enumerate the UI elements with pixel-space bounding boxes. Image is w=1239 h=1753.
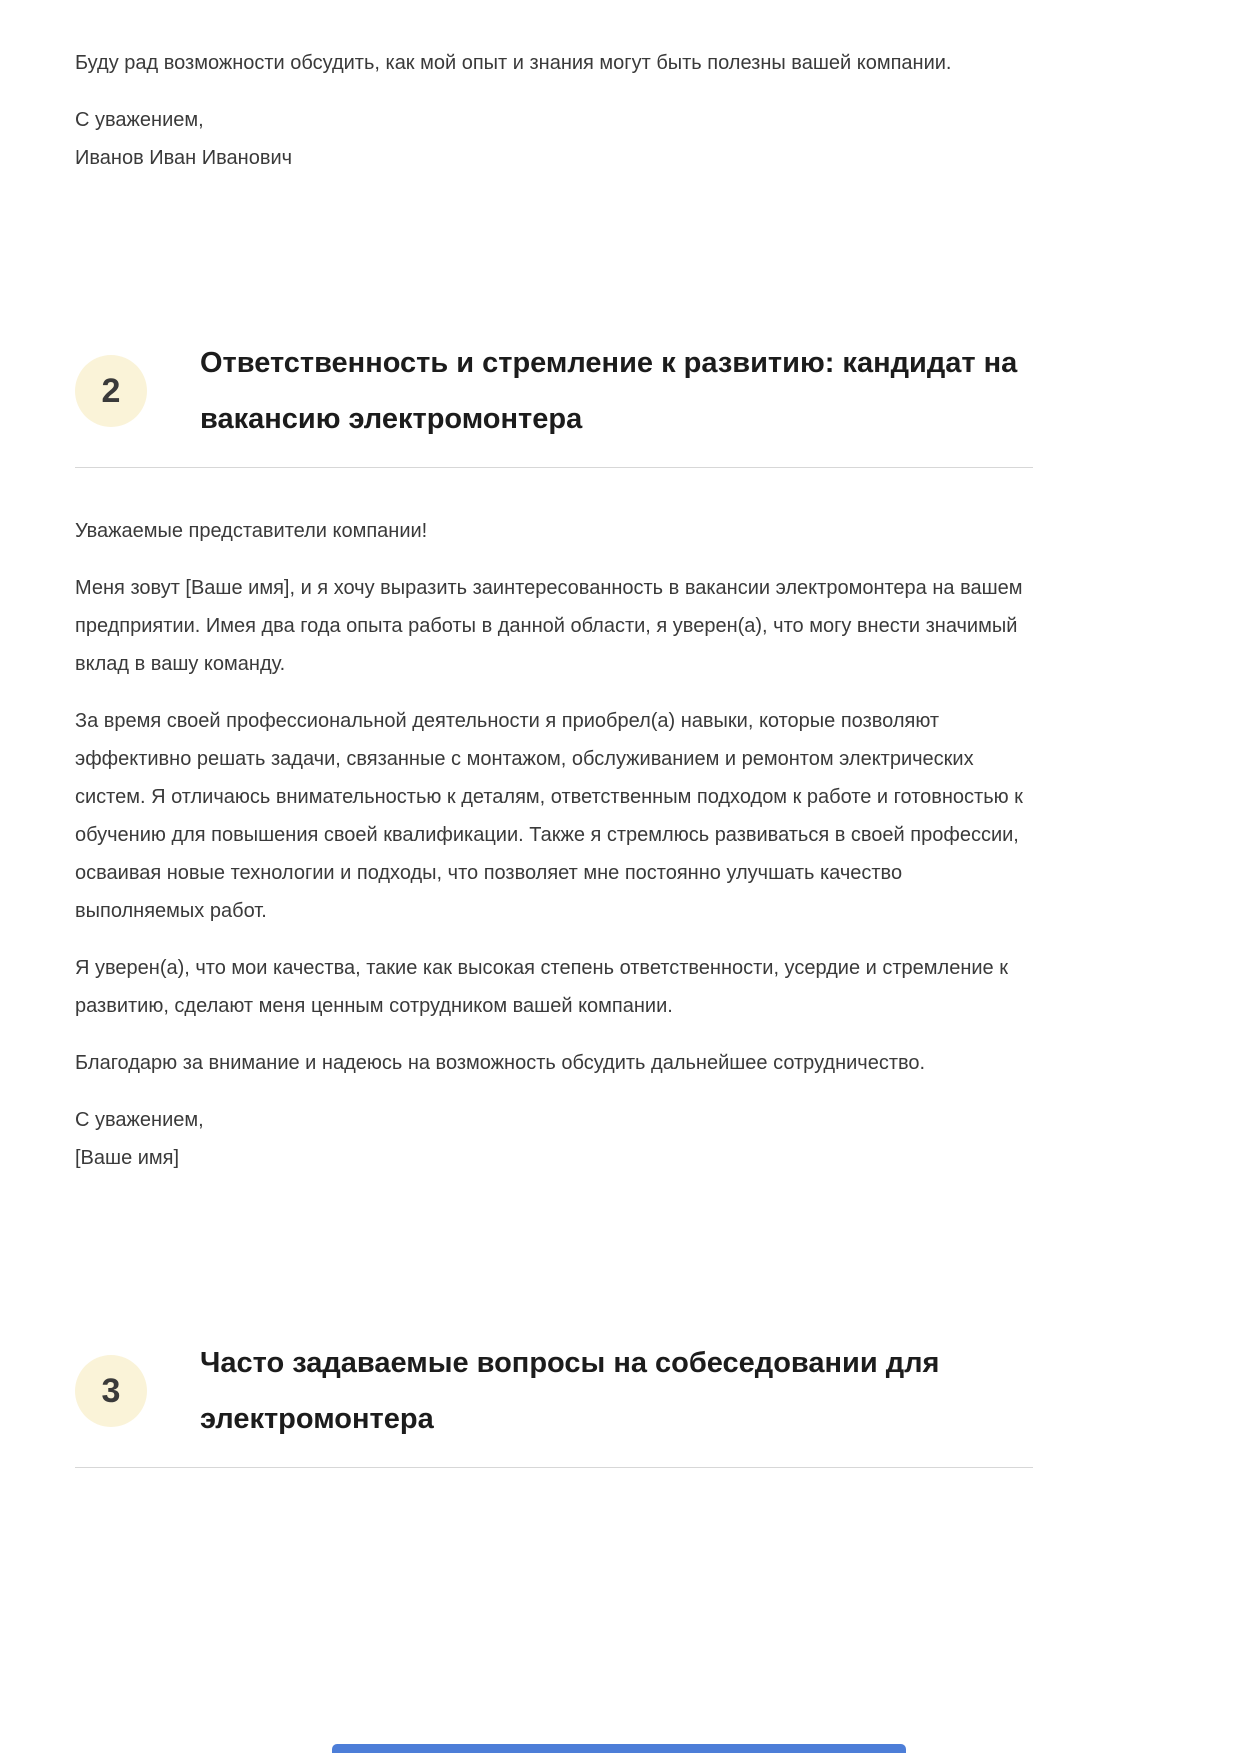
section-3-divider [75,1467,1033,1468]
section-3-header [75,1335,1033,1447]
section-2-greeting: Уважаемые представители компании! [75,520,428,542]
section-2-paragraph: Благодарю за внимание и надеюсь на возможность обсудить дальнейшее сотрудничество. [75,1052,926,1074]
section-2-paragraph: Я уверен(а), что мои качества, такие как высокая степень ответственности, усердие и стремление к развитию, сделают меня ценным сотрудником вашей компании. [75,957,1008,1017]
section-2-number: 2 [101,371,121,410]
letter1-closing: С уважением, [75,109,204,131]
article-content [75,0,1033,1468]
letter1-signature-block [75,101,1033,177]
section-2-header [75,335,1033,447]
letter1-signature: Иванов Иван Иванович [75,147,293,169]
section-3-number: 3 [101,1371,121,1410]
section-2-paragraph: Меня зовут [Ваше имя], и я хочу выразить заинтересованность в вакансии электромонтера на вашем предприятии. Имея два года опыта работы в данной области, я уверен(а), что могу внести значимый вклад в вашу команду. [75,577,1023,675]
section-2-number-badge [75,355,147,427]
section-3-number-badge [75,1355,147,1427]
section-3-title: Часто задаваемые вопросы на собеседовании для электромонтера [200,1347,940,1435]
letter1-paragraph: Буду рад возможности обсудить, как мой опыт и знания могут быть полезны вашей компании. [75,52,952,74]
section-2-signature-block [75,1101,1033,1177]
section-2-title: Ответственность и стремление к развитию: кандидат на вакансию электромонтера [200,347,1018,435]
section-2-paragraph: За время своей профессиональной деятельности я приобрел(а) навыки, которые позволяют эффективно решать задачи, связанные с монтажом, обслуживанием и ремонтом электрических систем. Я отличаюсь внимательностью к деталям, ответственным подходом к работе и готовностью к обучению для повышения своей квалификации. Также я стремлюсь развиваться в своей профессии, осваивая новые технологии и подходы, что позволяет мне постоянно улучшать качество выполняемых работ. [75,710,1023,922]
section-2-closing: С уважением, [75,1109,204,1131]
section-2-divider [75,467,1033,468]
section-2-signature: [Ваше имя] [75,1147,180,1169]
bottom-banner-partial[interactable] [332,1744,906,1753]
